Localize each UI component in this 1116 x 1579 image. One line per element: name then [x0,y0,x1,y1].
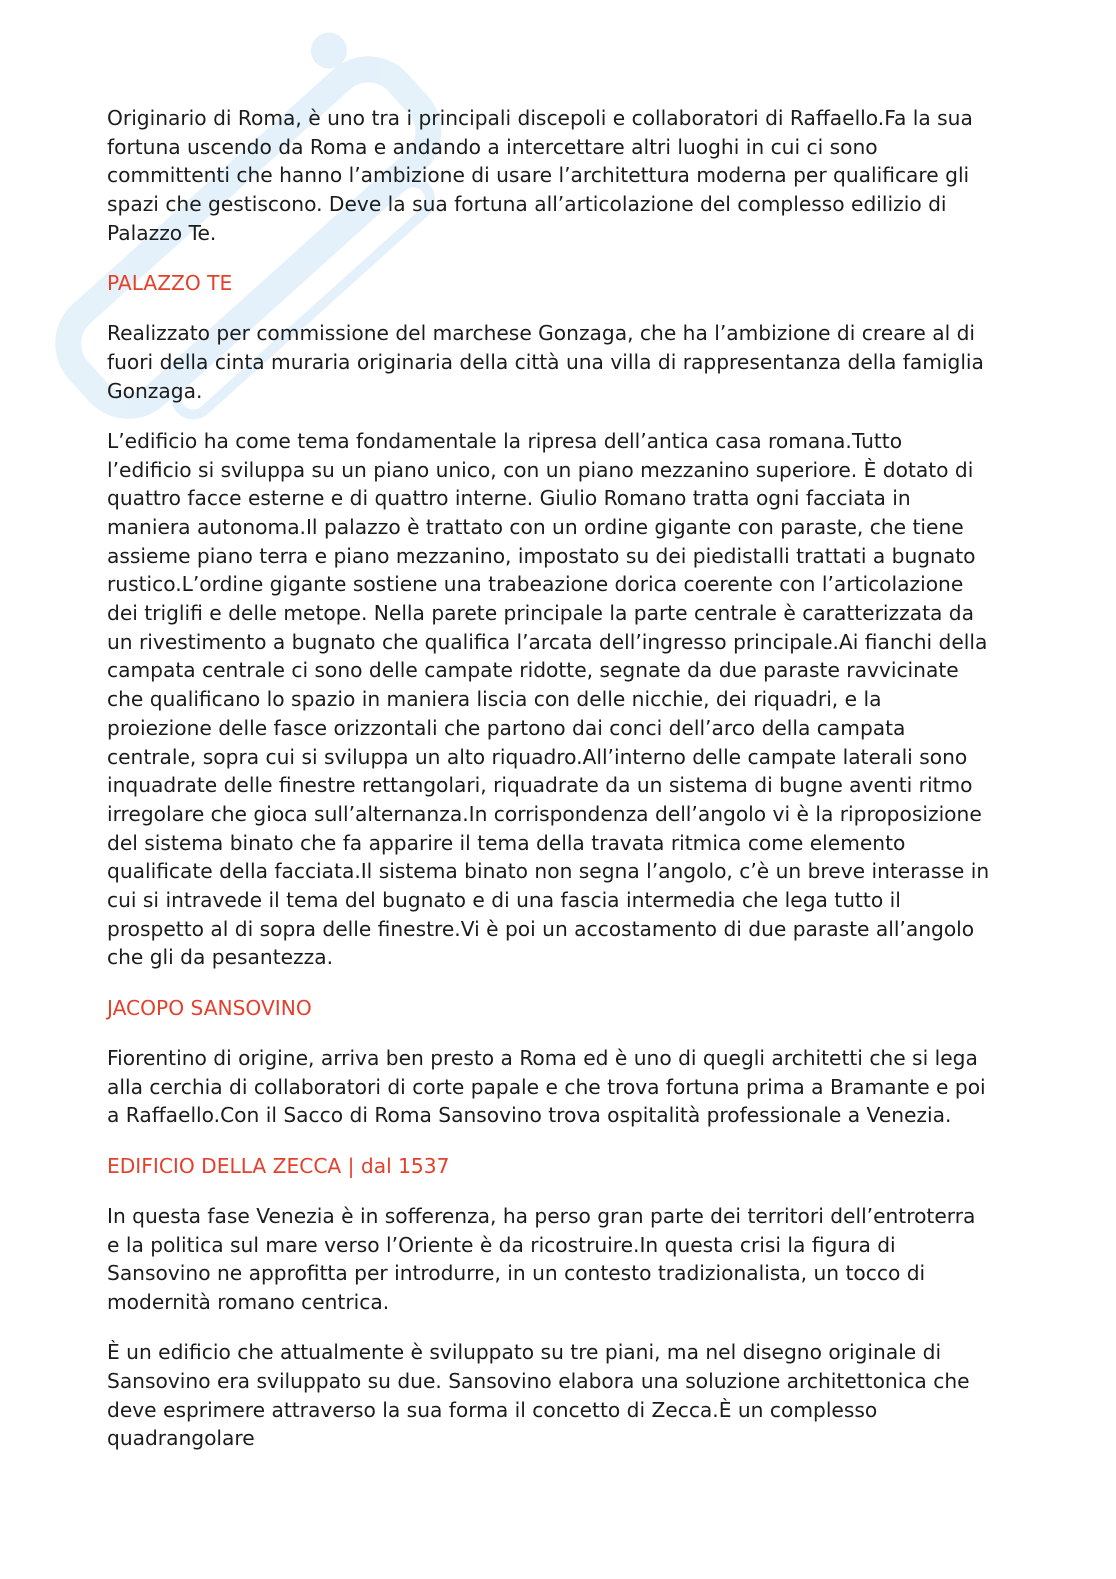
document-body [107,104,1097,1475]
text-line: del sistema binato che fa apparire il tema della travata ritmica come elemento [107,830,906,855]
heading-text: JACOPO SANSOVINO [107,995,312,1020]
text-line: quattro facce esterne e di quattro interne. Giulio Romano tratta ogni facciata in [107,486,911,511]
text-line: Originario di Roma, è uno tra i principali discepoli e collaboratori di Raffaello.Fa la sua [107,106,973,130]
text-line: cui si intravede il tema del bugnato e di una fascia intermedia che lega tutto il [107,887,901,912]
sansovino-paragraph [107,1044,1097,1130]
text-line: centrale, sopra cui si sviluppa un alto riquadro.All’interno delle campate laterali sono [107,744,968,769]
text-line: In questa fase Venezia è in sofferenza, ha perso gran parte dei territori dell’entroterra [107,1203,976,1228]
text-line: inquadrate delle finestre rettangolari, riquadrate da un sistema di bugne aventi ritmo [107,773,973,798]
text-line: assieme piano terra e piano mezzanino, impostato su dei piedistalli trattati a bugnato [107,543,976,568]
text-line: quadrangolare [107,1426,255,1451]
text-line: maniera autonoma.Il palazzo è trattato con un ordine gigante con paraste, che tiene [107,515,964,540]
text-line: qualificate della facciata.Il sistema binato non segna l’angolo, c’è un breve interasse in [107,859,990,884]
palazzo-te-paragraph-1 [107,319,1097,405]
text-line: Palazzo Te. [107,220,217,245]
text-line: Sansovino ne approfitta per introdurre, in un contesto tradizionalista, un tocco di [107,1261,926,1286]
section-heading-palazzo-te [107,269,1097,298]
intro-paragraph [107,104,1097,247]
text-line: l’edificio si sviluppa su un piano unico, con un piano mezzanino superiore. È dotato di [107,457,974,482]
text-line: e la politica sul mare verso l’Oriente è da ricostruire.In questa crisi la figura di [107,1232,896,1257]
watermark-dot [303,30,354,76]
text-line: modernità romano centrica. [107,1290,390,1314]
text-line: committenti che hanno l’ambizione di usare l’architettura moderna per qualificare gli [107,163,970,188]
text-line: deve esprimere attraverso la sua forma il concetto di Zecca.È un complesso [107,1397,878,1422]
text-line: Realizzato per commissione del marchese Gonzaga, che ha l’ambizione di creare al di [107,321,976,346]
zecca-paragraph-2 [107,1338,1097,1453]
text-line: fortuna uscendo da Roma e andando a intercettare altri luoghi in cui ci sono [107,134,878,159]
text-line: spazi che gestiscono. Deve la sua fortuna all’articolazione del complesso edilizio di [107,192,947,217]
text-line: a Raffaello.Con il Sacco di Roma Sansovino trova ospitalità professionale a Venezia. [107,1103,952,1128]
text-line: dei triglifi e delle metope. Nella parete principale la parte centrale è caratterizzata da [107,601,974,626]
text-line: prospetto al di sopra delle finestre.Vi è poi un accostamento di due paraste all’angolo [107,916,975,941]
text-line: L’edificio ha come tema fondamentale la ripresa dell’antica casa romana.Tutto [107,429,903,454]
text-line: Sansovino era sviluppato su due. Sansovino elabora una soluzione architettonica che [107,1369,970,1394]
section-heading-jacopo-sansovino [107,994,1097,1023]
heading-text: PALAZZO TE [107,271,233,296]
zecca-paragraph-1 [107,1202,1097,1317]
text-line: fuori della cinta muraria originaria della città una villa di rappresentanza della famiglia [107,350,984,375]
text-line: proiezione delle fasce orizzontali che partono dai conci dell’arco della campata [107,715,906,740]
text-line: irregolare che gioca sull’alternanza.In corrispondenza dell’angolo vi è la riproposizione [107,801,982,826]
text-line: rustico.L’ordine gigante sostiene una trabeazione dorica coerente con l’articolazione [107,572,964,597]
text-line: un rivestimento a bugnato che qualifica l’arcata dell’ingresso principale.Ai fianchi della [107,629,988,654]
text-line: che gli da pesantezza. [107,945,334,970]
text-line: Fiorentino di origine, arriva ben presto a Roma ed è uno di quegli architetti che si lega [107,1045,978,1070]
text-line: alla cerchia di collaboratori di corte papale e che trova fortuna prima a Bramante e poi [107,1074,986,1099]
palazzo-te-paragraph-2 [107,427,1097,972]
section-heading-edificio-zecca [107,1152,1097,1181]
text-line: Gonzaga. [107,378,203,403]
heading-text: EDIFICIO DELLA ZECCA | dal 1537 [107,1153,450,1178]
text-line: È un edificio che attualmente è sviluppato su tre piani, ma nel disegno originale di [107,1340,942,1365]
text-line: che qualificano lo spazio in maniera liscia con delle nicchie, dei riquadri, e la [107,687,882,712]
text-line: campata centrale ci sono delle campate ridotte, segnate da due paraste ravvicinate [107,658,959,683]
